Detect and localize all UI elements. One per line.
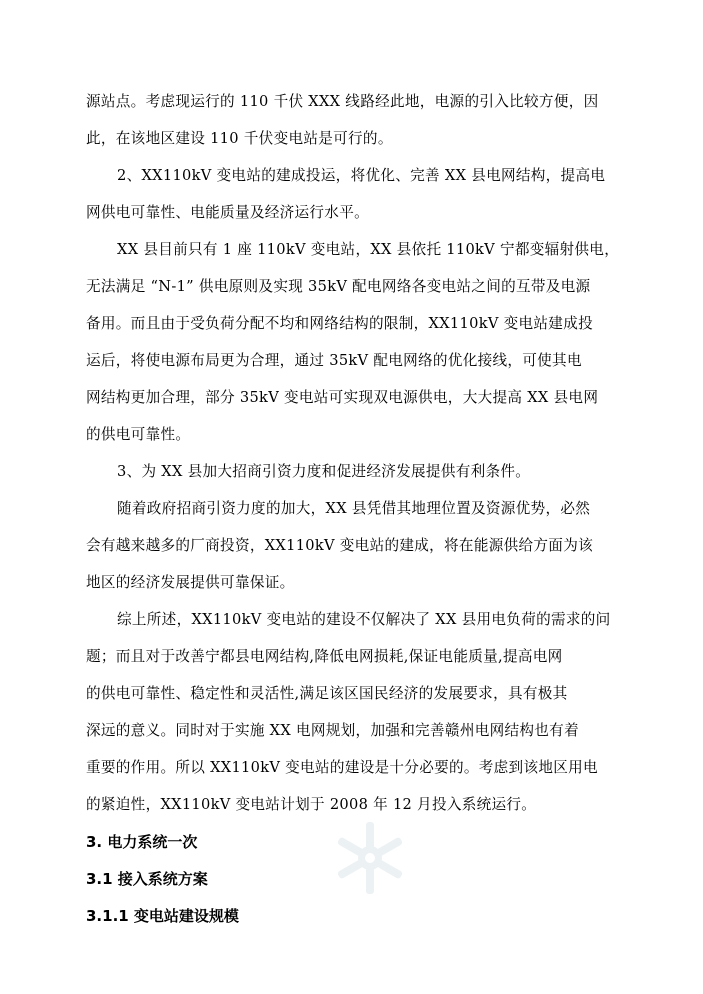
text-line: 会有越来越多的厂商投资，XX110kV 变电站的建成，将在能源供给方面为该	[86, 537, 593, 554]
text-line: 深远的意义。同时对于实施 XX 电网规划，加强和完善赣州电网结构也有着	[86, 722, 579, 739]
text-line: 的紧迫性，XX110kV 变电站计划于 2008 年 12 月投入系统运行。	[86, 796, 537, 813]
text-line: 的供电可靠性、稳定性和灵活性,满足该区国民经济的发展要求，具有极其	[86, 685, 568, 702]
section-heading: 3. 电力系统一次	[86, 833, 198, 851]
text-line: 重要的作用。所以 XX110kV 变电站的建设是十分必要的。考虑到该地区用电	[86, 759, 598, 776]
text-line: 源站点。考虑现运行的 110 千伏 XXX 线路经此地，电源的引入比较方便，因	[86, 93, 599, 110]
text-line: 综上所述，XX110kV 变电站的建设不仅解决了 XX 县用电负荷的需求的问	[117, 611, 611, 628]
text-line: 网供电可靠性、电能质量及经济运行水平。	[86, 204, 369, 221]
text-line: 3、为 XX 县加大招商引资力度和促进经济发展提供有利条件。	[117, 463, 531, 480]
text-line: 随着政府招商引资力度的加大，XX 县凭借其地理位置及资源优势，必然	[117, 500, 591, 517]
text-line: 2、XX110kV 变电站的建成投运，将优化、完善 XX 县电网结构，提高电	[117, 167, 606, 184]
text-line: 备用。而且由于受负荷分配不均和网络结构的限制，XX110kV 变电站建成投	[86, 315, 593, 332]
text-line: 地区的经济发展提供可靠保证。	[86, 574, 295, 591]
text-line: 题；而且对于改善宁都县电网结构,降低电网损耗,保证电能质量,提高电网	[86, 648, 563, 665]
text-line: 无法满足 “N-1” 供电原则及实现 35kV 配电网络各变电站之间的互带及电源	[86, 278, 591, 295]
snowflake-watermark-icon	[330, 818, 410, 898]
text-line: 此，在该地区建设 110 千伏变电站是可行的。	[86, 130, 393, 147]
subsection-heading: 3.1 接入系统方案	[86, 870, 208, 888]
text-line: 的供电可靠性。	[86, 426, 191, 443]
text-line: 运后，将使电源布局更为合理，通过 35kV 配电网络的优化接线，可使其电	[86, 352, 582, 369]
text-line: XX 县目前只有 1 座 110kV 变电站，XX 县依托 110kV 宁都变辐射供电，	[117, 241, 620, 258]
text-line: 网结构更加合理，部分 35kV 变电站可实现双电源供电，大大提高 XX 县电网	[86, 389, 599, 406]
subsubsection-heading: 3.1.1 变电站建设规模	[86, 907, 239, 925]
